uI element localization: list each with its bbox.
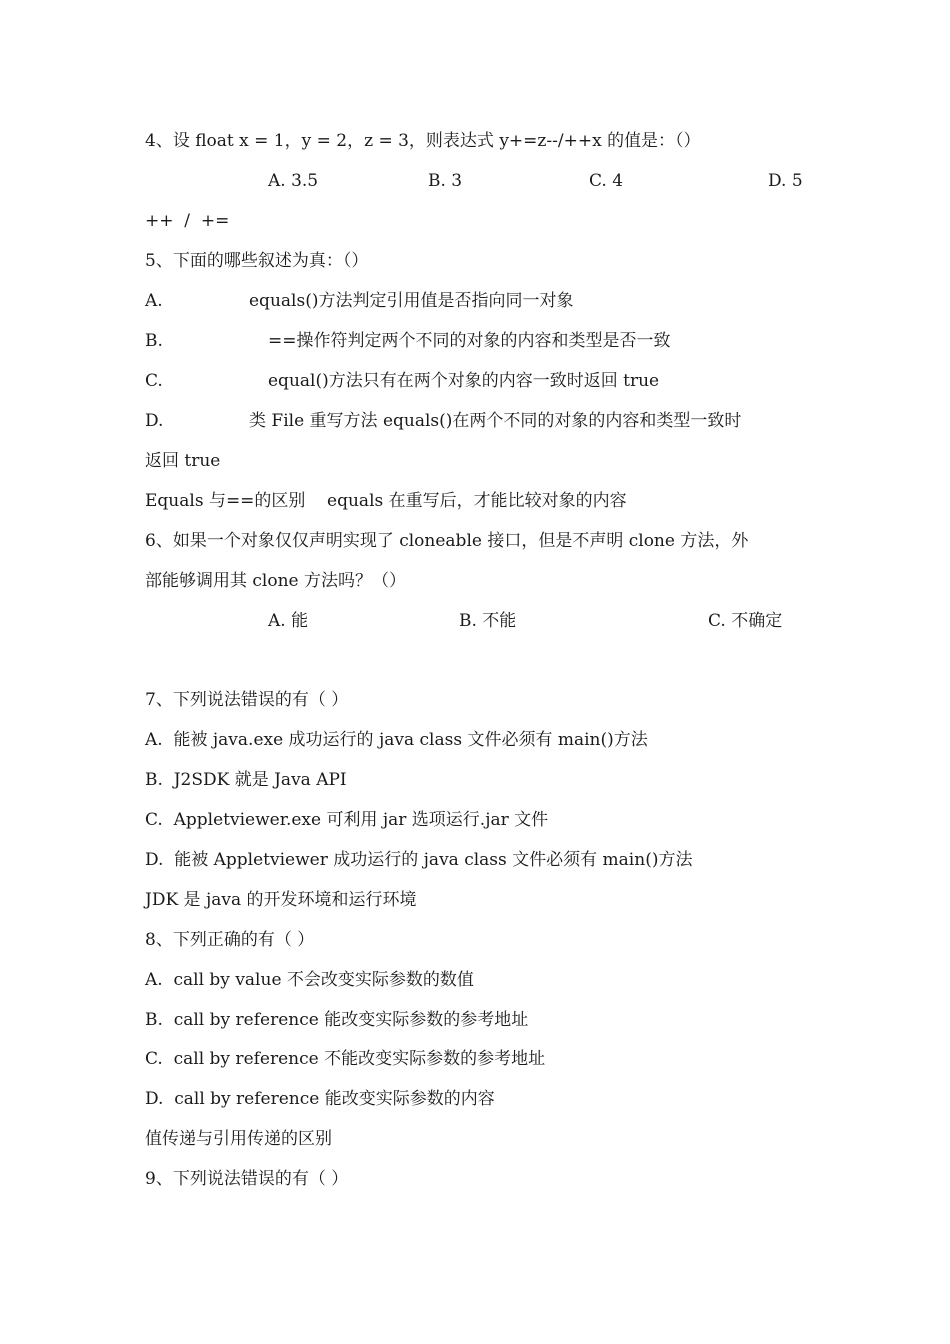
q5-question: 5、下面的哪些叙述为真：（） — [145, 251, 369, 271]
q9-question: 9、下列说法错误的有（ ） — [145, 1169, 349, 1189]
q8-option-b: B. call by reference 能改变实际参数的参考地址 — [145, 1010, 529, 1030]
q6-option-a: A. 能 — [268, 611, 309, 631]
q6-option-c: C. 不确定 — [708, 611, 783, 631]
q8-note: 值传递与引用传递的区别 — [145, 1129, 332, 1149]
q7-option-c: C. Appletviewer.exe 可利用 jar 选项运行.jar 文件 — [145, 810, 549, 830]
q5-option-b-letter: B. — [145, 331, 163, 351]
q5-option-a-letter: A. — [145, 291, 163, 311]
q7-question: 7、下列说法错误的有（ ） — [145, 690, 349, 710]
q7-option-d: D. 能被 Appletviewer 成功运行的 java class 文件必须有 main()方法 — [145, 850, 693, 870]
q5-option-c-letter: C. — [145, 371, 163, 391]
q5-option-b-text: ==操作符判定两个不同的对象的内容和类型是否一致 — [268, 331, 671, 351]
q5-option-a-text: equals()方法判定引用值是否指向同一对象 — [249, 291, 574, 311]
q5-option-d-continuation: 返回 true — [145, 451, 221, 471]
q6-question-line2: 部能够调用其 clone 方法吗？（） — [145, 571, 407, 591]
q4-note: ++ / += — [145, 211, 230, 231]
q4-option-b: B. 3 — [428, 171, 463, 191]
q8-option-d: D. call by reference 能改变实际参数的内容 — [145, 1089, 495, 1109]
q7-option-b: B. J2SDK 就是 Java API — [145, 770, 347, 790]
q5-option-d-text: 类 File 重写方法 equals()在两个不同的对象的内容和类型一致时 — [249, 411, 742, 431]
q4-question: 4、设 float x = 1，y = 2，z = 3，则表达式 y+=z--/++x 的值是：（） — [145, 131, 701, 151]
q5-option-d-letter: D. — [145, 411, 164, 431]
q8-option-a: A. call by value 不会改变实际参数的数值 — [145, 970, 474, 990]
q5-option-c-text: equal()方法只有在两个对象的内容一致时返回 true — [268, 371, 660, 391]
q5-note: Equals 与==的区别 equals 在重写后，才能比较对象的内容 — [145, 491, 627, 511]
q4-option-c: C. 4 — [589, 171, 624, 191]
q4-option-a: A. 3.5 — [268, 171, 319, 191]
q7-note: JDK 是 java 的开发环境和运行环境 — [145, 890, 417, 910]
q4-option-d: D. 5 — [768, 171, 803, 191]
q8-option-c: C. call by reference 不能改变实际参数的参考地址 — [145, 1049, 546, 1069]
q6-question-line1: 6、如果一个对象仅仅声明实现了 cloneable 接口，但是不声明 clone 方法，外 — [145, 531, 749, 551]
q6-option-b: B. 不能 — [459, 611, 517, 631]
q8-question: 8、下列正确的有（ ） — [145, 930, 315, 950]
q7-option-a: A. 能被 java.exe 成功运行的 java class 文件必须有 main()方法 — [145, 730, 648, 750]
